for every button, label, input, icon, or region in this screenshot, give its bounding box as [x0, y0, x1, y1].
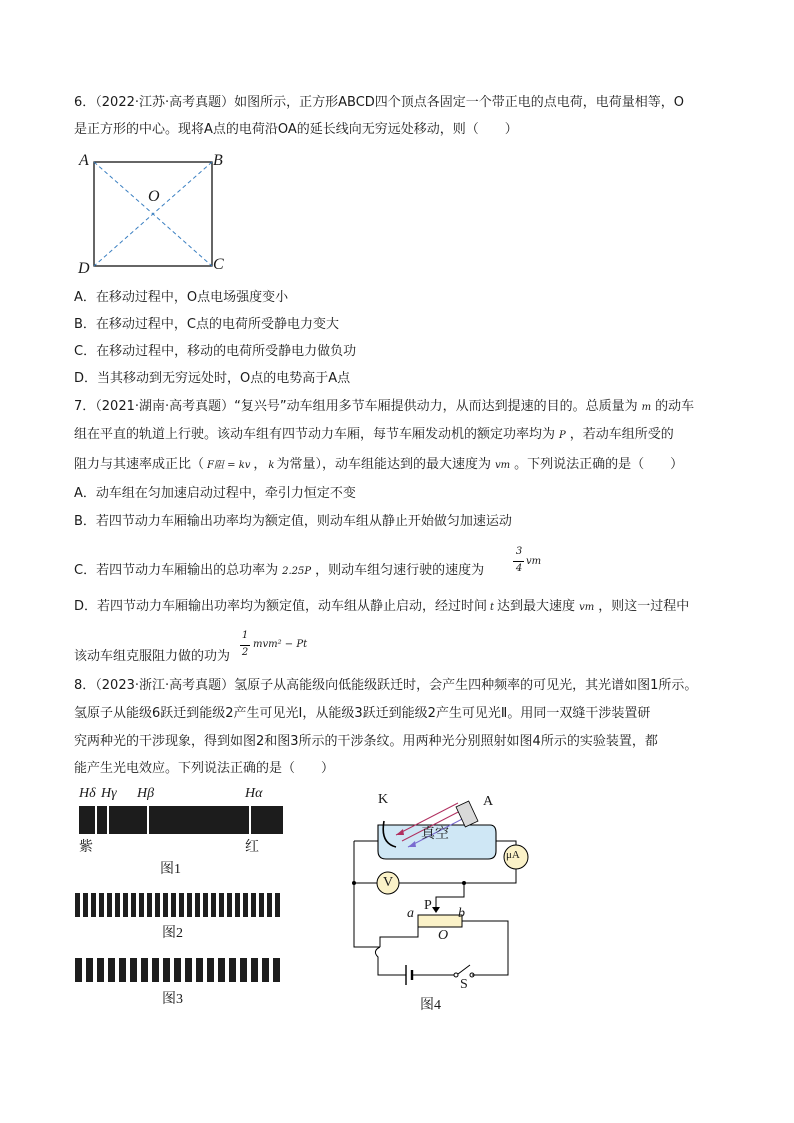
frac-bar-d: [240, 645, 250, 646]
dark-fringe: [163, 893, 168, 917]
dark-fringe: [147, 893, 152, 917]
q7-option-d: D．若四节动力车厢输出功率均为额定值，动车组从静止启动，经过时间 t 达到最大速度 vm ，则这一过程中: [74, 599, 690, 614]
label-microammeter: μA: [506, 849, 520, 861]
label-switch: S: [460, 977, 468, 992]
dark-fringe: [259, 893, 264, 917]
q8-stem-line3: 究两种光的干涉现象，得到如图2和图3所示的干涉条纹。用两种光分别照射如图4所示的实验装置，都: [74, 734, 658, 749]
h-delta: Hδ: [79, 786, 96, 801]
dark-fringe: [83, 893, 88, 917]
q6-square-figure: [74, 148, 234, 278]
dark-fringe: [174, 958, 181, 982]
dark-fringe: [155, 893, 160, 917]
dark-fringe: [130, 958, 137, 982]
dark-fringe: [196, 958, 203, 982]
dark-fringe: [171, 893, 176, 917]
frac-3-4-num: 3: [515, 546, 523, 557]
h-beta: Hβ: [137, 786, 155, 801]
dark-fringe: [141, 958, 148, 982]
dark-fringe: [119, 958, 126, 982]
q6-option-b: B．在移动过程中，C点的电荷所受静电力变大: [74, 317, 339, 332]
var-k: k: [268, 460, 275, 471]
photoelectric-circuit: [340, 785, 530, 995]
label-purple: 紫: [79, 840, 93, 855]
dark-fringe: [115, 893, 120, 917]
var-m: m: [641, 402, 652, 413]
fig1-caption: 图1: [160, 862, 181, 877]
dark-fringe: [107, 893, 112, 917]
var-vm-d: vm: [579, 602, 595, 613]
label-a: A: [79, 152, 89, 169]
q7-option-c: C．若四节动力车厢输出的总功率为 2.25P ，则动车组匀速行驶的速度为: [74, 563, 485, 578]
dark-fringe: [91, 893, 96, 917]
dark-fringe: [99, 893, 104, 917]
fig4-caption: 图4: [420, 998, 441, 1013]
dark-fringe: [229, 958, 236, 982]
dark-fringe: [251, 958, 258, 982]
frac-vm: vm: [526, 556, 542, 567]
label-anode: A: [483, 794, 494, 809]
h-alpha: Hα: [245, 786, 263, 801]
dark-fringe: [179, 893, 184, 917]
q7-option-b: B．若四节动力车厢输出功率均为额定值，则动车组从静止开始做匀加速运动: [74, 514, 512, 529]
q8-stem-line2: 氢原子从能级6跃迁到能级2产生可见光Ⅰ，从能级3跃迁到能级2产生可见光Ⅱ。用同一双缝干涉装置研: [74, 706, 651, 721]
dark-fringe: [75, 958, 82, 982]
dark-fringe: [219, 893, 224, 917]
dark-fringe: [108, 958, 115, 982]
frac-3-4-den: 4: [515, 563, 523, 574]
work-expression: mvm² − Pt: [253, 639, 308, 650]
q7-option-d-line2: 该动车组克服阻力做的功为: [74, 649, 231, 664]
dark-fringe: [97, 958, 104, 982]
q6-option-d: D．当其移动到无穷远处时，O点的电势高于A点: [74, 371, 351, 386]
dark-fringe: [207, 958, 214, 982]
label-voltmeter: V: [383, 875, 394, 890]
q7-stem-line3: 阻力与其速率成正比（ F阻 = kv ， k 为常量），动车组能达到的最大速度为 vm 。下列说法正确的是（ ）: [74, 457, 684, 472]
label-red: 红: [245, 840, 259, 855]
frac-1-2-den: 2: [241, 647, 249, 658]
fig3-caption: 图3: [162, 992, 183, 1007]
line-h-delta: [95, 806, 97, 834]
q7-stem-line2: 组在平直的轨道上行驶。该动车组有四节动力车厢，每节车厢发动机的额定功率均为 P ，若动车组所受的: [74, 427, 674, 442]
dark-fringe: [211, 893, 216, 917]
label-c: C: [213, 256, 224, 273]
anode-a: [456, 801, 478, 827]
frac-bar: [513, 561, 524, 562]
q6-option-c: C．在移动过程中，移动的电荷所受静电力做负功: [74, 344, 357, 359]
fringes-fig3: [75, 958, 281, 982]
fig2-caption: 图2: [162, 926, 183, 941]
frac-1-2-num: 1: [241, 630, 249, 641]
dark-fringe: [131, 893, 136, 917]
dark-fringe: [75, 893, 80, 917]
line-h-beta: [147, 806, 149, 834]
h-gamma: Hγ: [101, 786, 117, 801]
dark-fringe: [275, 893, 280, 917]
power-value: 2.25P: [282, 566, 312, 577]
var-p: P: [559, 430, 566, 441]
spectrum-bar: [79, 806, 283, 834]
q7-stem-line1: 7．（2021·湖南·高考真题）“复兴号”动车组用多节车厢提供动力，从而达到提速的目的。总质量为 m 的动车: [74, 399, 695, 414]
switch-s: [458, 965, 470, 974]
dark-fringe: [152, 958, 159, 982]
dark-fringe: [195, 893, 200, 917]
q7-option-a: A．动车组在匀加速启动过程中，牵引力恒定不变: [74, 486, 356, 501]
var-t: t: [490, 602, 495, 613]
dark-fringe: [218, 958, 225, 982]
fringes-fig2: [75, 893, 281, 917]
dark-fringe: [86, 958, 93, 982]
dark-fringe: [185, 958, 192, 982]
rheostat: [418, 915, 462, 927]
dark-fringe: [251, 893, 256, 917]
dark-fringe: [267, 893, 272, 917]
dark-fringe: [227, 893, 232, 917]
label-o-tap: O: [438, 928, 449, 943]
q6-stem-line2: 是正方形的中心。现将A点的电荷沿OA的延长线向无穷远处移动，则（ ）: [74, 122, 518, 137]
label-p: P: [424, 898, 432, 913]
label-o: O: [148, 188, 160, 205]
dark-fringe: [187, 893, 192, 917]
dark-fringe: [123, 893, 128, 917]
dark-fringe: [235, 893, 240, 917]
q6-stem-line1: 6．（2022·江苏·高考真题）如图所示，正方形ABCD四个顶点各固定一个带正电的点电荷，电荷量相等，O: [74, 95, 685, 110]
q8-stem-line4: 能产生光电效应。下列说法正确的是（ ）: [74, 761, 335, 776]
label-vacuum: 真空: [421, 827, 449, 842]
dark-fringe: [262, 958, 269, 982]
var-vm: vm: [495, 460, 511, 471]
label-b: B: [213, 152, 223, 169]
formula-resistance: F阻 = kv: [207, 460, 251, 471]
label-a-end: a: [407, 906, 414, 921]
dark-fringe: [163, 958, 170, 982]
dark-fringe: [240, 958, 247, 982]
dark-fringe: [243, 893, 248, 917]
label-b-end: b: [458, 906, 465, 921]
dark-fringe: [203, 893, 208, 917]
dark-fringe: [139, 893, 144, 917]
label-d: D: [78, 260, 90, 277]
dark-fringe: [273, 958, 280, 982]
label-k: K: [378, 792, 389, 807]
q6-option-a: A．在移动过程中，O点电场强度变小: [74, 290, 289, 305]
line-h-alpha: [249, 806, 251, 834]
q8-stem-line1: 8．（2023·浙江·高考真题）氢原子从高能级向低能级跃迁时，会产生四种频率的可见光，其光谱如图1所示。: [74, 678, 698, 693]
line-h-gamma: [107, 806, 109, 834]
